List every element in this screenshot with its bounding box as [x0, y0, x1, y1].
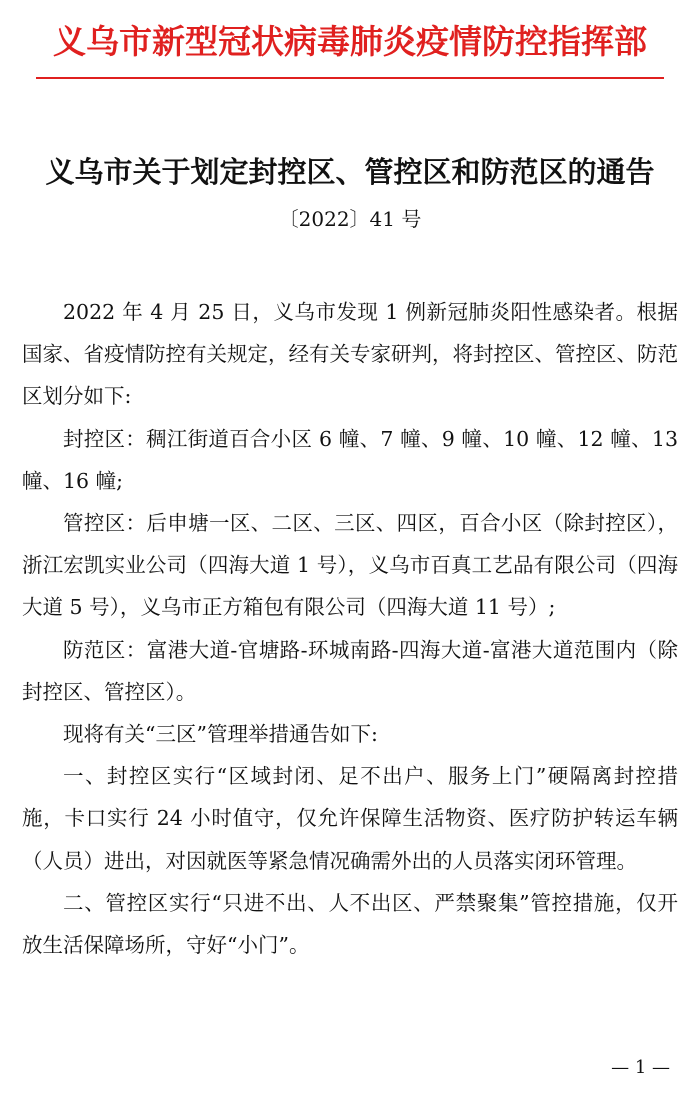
- red-header-rule: [36, 77, 664, 79]
- issuing-agency-header: 义乌市新型冠状病毒肺炎疫情防控指挥部: [53, 22, 647, 61]
- document-number: 〔2022〕41 号: [278, 207, 422, 231]
- paragraph-controlled-zone: 管控区：后申塘一区、二区、三区、四区，百合小区（除封控区），浙江宏凯实业公司（四海大道 1 号），义乌市百真工艺品有限公司（四海大道 5 号），义乌市正方箱包有限公司（四海大道 11 号）;: [22, 511, 678, 620]
- paragraph-intro: 2022 年 4 月 25 日，义乌市发现 1 例新冠肺炎阳性感染者。根据国家、省疫情防控有关规定，经有关专家研判，将封控区、管控区、防范区划分如下:: [22, 300, 678, 409]
- document-body: [22, 291, 678, 966]
- page-number: — 1 —: [611, 1057, 670, 1078]
- paragraph-measures-intro: 现将有关“三区”管理举措通告如下:: [63, 722, 378, 747]
- paragraph-measure-two: 二、管控区实行“只进不出、人不出区、严禁聚集”管控措施，仅开放生活保障场所，守好“小门”。: [22, 890, 678, 958]
- paragraph-sealed-zone: 封控区：稠江街道百合小区 6 幢、7 幢、9 幢、10 幢、12 幢、13 幢、16 幢;: [22, 426, 678, 493]
- document-title: 义乌市关于划定封控区、管控区和防范区的通告: [45, 155, 655, 189]
- paragraph-precaution-zone: 防范区：富港大道-官塘路-环城南路-四海大道-富港大道范围内（除封控区、管控区）。: [22, 637, 678, 704]
- paragraph-measure-one: 一、封控区实行“区域封闭、足不出户、服务上门”硬隔离封控措施，卡口实行 24 小时值守，仅允许保障生活物资、医疗防护转运车辆（人员）进出，对因就医等紧急情况确需外出的人员落实闭环管理。: [22, 764, 678, 873]
